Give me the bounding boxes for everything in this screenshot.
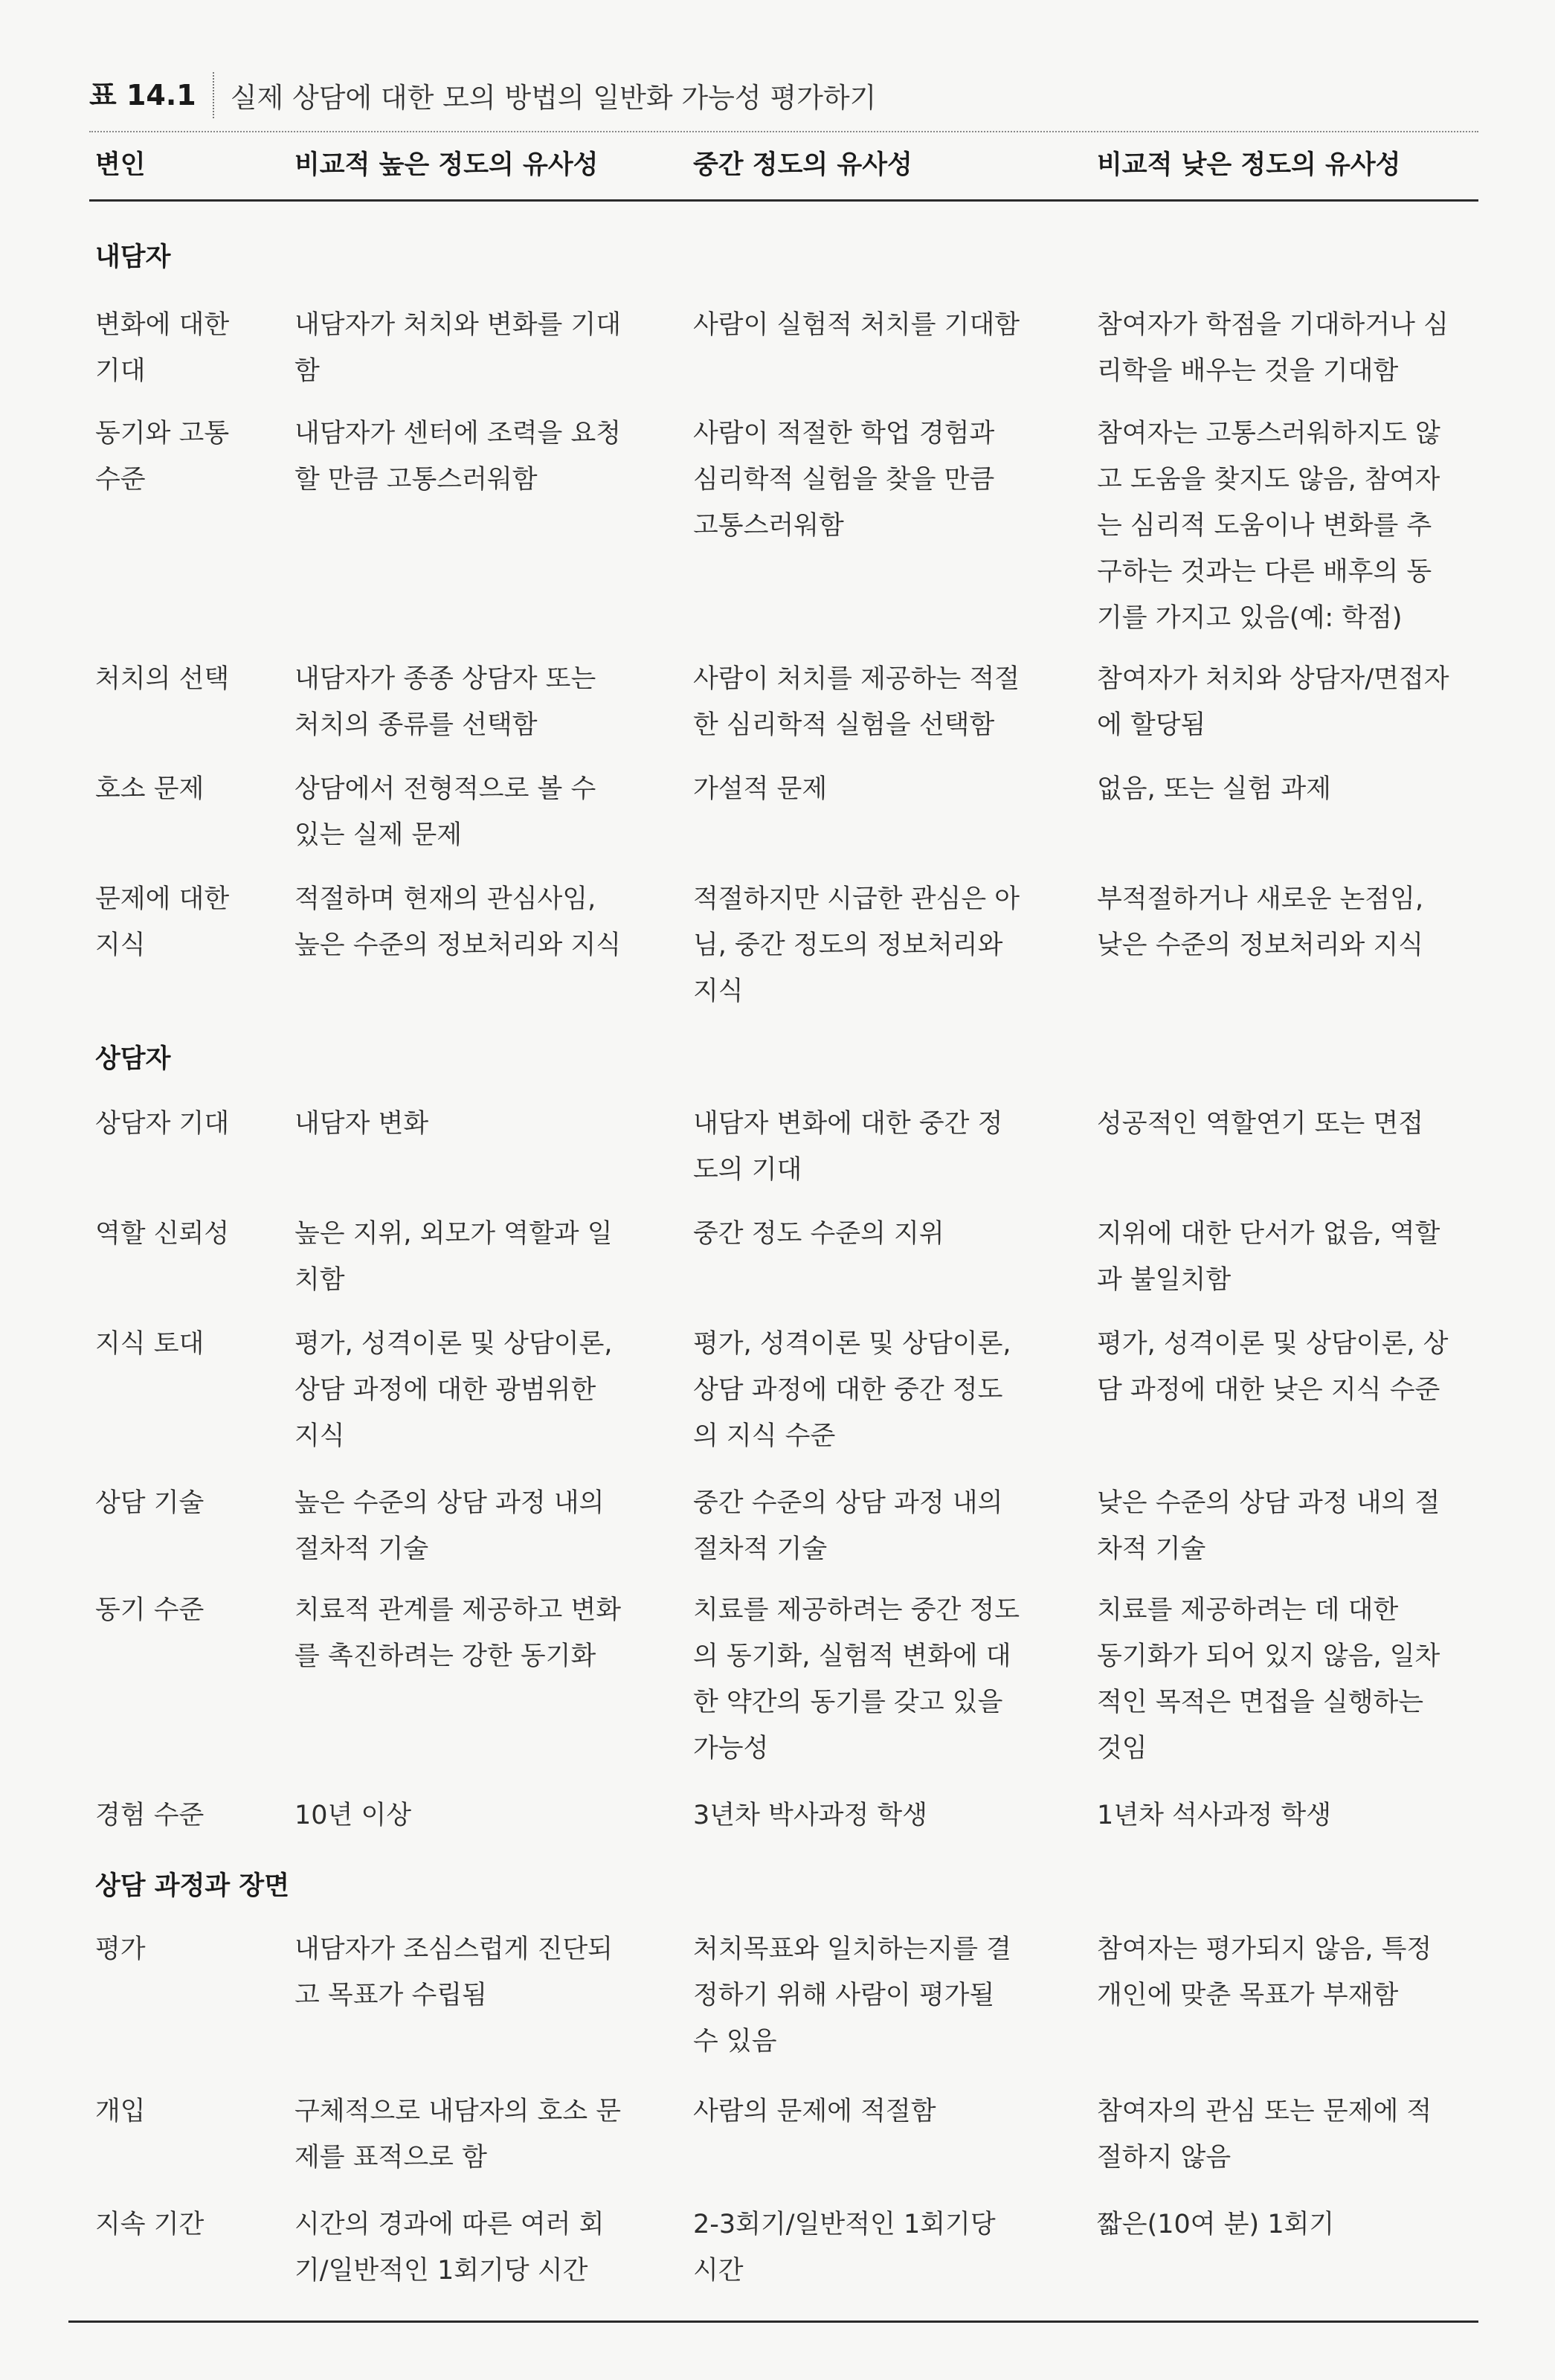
- row-medium: 내담자 변화에 대한 중간 정 도의 기대: [693, 1109, 1003, 1185]
- row-medium: 사람의 문제에 적절함: [693, 2097, 936, 2126]
- row-medium: 가설적 문제: [693, 774, 828, 804]
- table-title: 실제 상담에 대한 모의 방법의 일반화 가능성 평가하기: [230, 82, 877, 114]
- table-caption: [89, 65, 876, 125]
- table-bottom-rule: [68, 2320, 1478, 2323]
- row-high: 시간의 경과에 따른 여러 회 기/일반적인 1회기당 시간: [294, 2210, 605, 2286]
- row-low: 짧은(10여 분) 1회기: [1097, 2210, 1335, 2239]
- row-variable: 평가: [95, 1934, 146, 1964]
- row-variable: 문제에 대한 지식: [95, 884, 230, 960]
- row-low: 참여자의 관심 또는 문제에 적 절하지 않음: [1097, 2097, 1432, 2172]
- row-high: 치료적 관계를 제공하고 변화 를 촉진하려는 강한 동기화: [294, 1595, 622, 1671]
- row-high: 높은 수준의 상담 과정 내의 절차적 기술: [294, 1488, 605, 1564]
- section-counselor: 상담자: [95, 1044, 171, 1074]
- row-variable: 상담자 기대: [95, 1109, 230, 1139]
- header-medium-similarity: 중간 정도의 유사성: [693, 150, 912, 180]
- row-variable: 지속 기간: [95, 2210, 205, 2239]
- row-low: 치료를 제공하려는 데 대한 동기화가 되어 있지 않음, 일차 적인 목적은 면접을 실행하는 것임: [1097, 1595, 1440, 1763]
- section-process-setting: 상담 과정과 장면: [95, 1871, 290, 1901]
- row-high: 평가, 성격이론 및 상담이론, 상담 과정에 대한 광범위한 지식: [294, 1329, 613, 1451]
- row-variable: 개입: [95, 2097, 146, 2126]
- row-medium: 적절하지만 시급한 관심은 아 님, 중간 정도의 정보처리와 지식: [693, 884, 1020, 1006]
- row-low: 1년차 석사과정 학생: [1097, 1801, 1331, 1830]
- row-variable: 호소 문제: [95, 774, 205, 804]
- row-high: 구체적으로 내담자의 호소 문 제를 표적으로 함: [294, 2097, 622, 2172]
- row-medium: 사람이 처치를 제공하는 적절 한 심리학적 실험을 선택함: [693, 664, 1020, 740]
- row-high: 내담자가 종종 상담자 또는 처치의 종류를 선택함: [294, 664, 596, 740]
- section-client: 내담자: [95, 242, 171, 272]
- table-number: 표 14.1: [89, 72, 214, 118]
- row-medium: 3년차 박사과정 학생: [693, 1801, 927, 1830]
- row-variable: 처치의 선택: [95, 664, 230, 694]
- row-medium: 평가, 성격이론 및 상담이론, 상담 과정에 대한 중간 정도 의 지식 수준: [693, 1329, 1011, 1451]
- row-low: 참여자가 처치와 상담자/면접자 에 할당됨: [1097, 664, 1449, 740]
- row-variable: 변화에 대한 기대: [95, 310, 230, 386]
- row-high: 높은 지위, 외모가 역할과 일 치함: [294, 1219, 613, 1295]
- row-high: 10년 이상: [294, 1801, 412, 1830]
- header-variable: 변인: [95, 150, 146, 180]
- row-low: 평가, 성격이론 및 상담이론, 상 담 과정에 대한 낮은 지식 수준: [1097, 1329, 1449, 1405]
- row-low: 성공적인 역할연기 또는 면접: [1097, 1109, 1424, 1139]
- row-high: 내담자가 처치와 변화를 기대 함: [294, 310, 622, 386]
- row-low: 참여자는 고통스러워하지도 않 고 도움을 찾지도 않음, 참여자 는 심리적 도움이나 변화를 추 구하는 것과는 다른 배후의 동 기를 가지고 있음(예: 학점): [1097, 419, 1440, 633]
- header-high-similarity: 비교적 높은 정도의 유사성: [294, 150, 599, 180]
- row-medium: 중간 정도 수준의 지위: [693, 1219, 944, 1249]
- header-rule: [89, 199, 1478, 202]
- row-variable: 역할 신뢰성: [95, 1219, 230, 1249]
- caption-divider: [89, 131, 1478, 132]
- header-low-similarity: 비교적 낮은 정도의 유사성: [1097, 150, 1401, 180]
- row-medium: 2-3회기/일반적인 1회기당 시간: [693, 2210, 996, 2286]
- row-variable: 동기 수준: [95, 1595, 205, 1625]
- row-high: 적절하며 현재의 관심사임, 높은 수준의 정보처리와 지식: [294, 884, 622, 960]
- row-medium: 사람이 실험적 처치를 기대함: [693, 310, 1020, 340]
- row-variable: 동기와 고통 수준: [95, 419, 230, 495]
- row-high: 상담에서 전형적으로 볼 수 있는 실제 문제: [294, 774, 596, 850]
- row-high: 내담자가 조심스럽게 진단되 고 목표가 수립됨: [294, 1934, 613, 2010]
- row-medium: 치료를 제공하려는 중간 정도 의 동기화, 실험적 변화에 대 한 약간의 동기를 갖고 있을 가능성: [693, 1595, 1020, 1763]
- row-variable: 경험 수준: [95, 1801, 205, 1830]
- row-medium: 사람이 적절한 학업 경험과 심리학적 실험을 찾을 만큼 고통스러워함: [693, 419, 995, 541]
- row-low: 참여자가 학점을 기대하거나 심 리학을 배우는 것을 기대함: [1097, 310, 1449, 386]
- row-low: 부적절하거나 새로운 논점임, 낮은 수준의 정보처리와 지식: [1097, 884, 1424, 960]
- row-high: 내담자가 센터에 조력을 요청 할 만큼 고통스러워함: [294, 419, 622, 495]
- row-medium: 중간 수준의 상담 과정 내의 절차적 기술: [693, 1488, 1003, 1564]
- row-low: 지위에 대한 단서가 없음, 역할 과 불일치함: [1097, 1219, 1440, 1295]
- row-low: 낮은 수준의 상담 과정 내의 절 차적 기술: [1097, 1488, 1440, 1564]
- row-variable: 지식 토대: [95, 1329, 205, 1359]
- row-low: 없음, 또는 실험 과제: [1097, 774, 1331, 804]
- row-low: 참여자는 평가되지 않음, 특정 개인에 맞춘 목표가 부재함: [1097, 1934, 1432, 2010]
- row-medium: 처치목표와 일치하는지를 결 정하기 위해 사람이 평가될 수 있음: [693, 1934, 1011, 2056]
- row-high: 내담자 변화: [294, 1109, 429, 1139]
- row-variable: 상담 기술: [95, 1488, 205, 1518]
